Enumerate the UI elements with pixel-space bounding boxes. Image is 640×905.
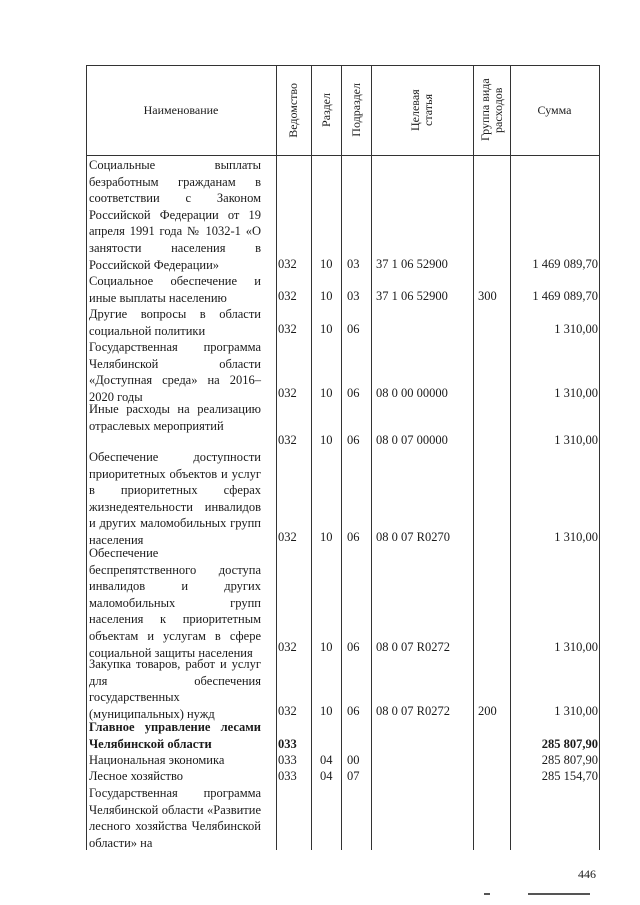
row-name: Иные расходы на реализацию отраслевых мероприятий bbox=[89, 402, 261, 433]
cell-razdel: 10 bbox=[320, 289, 333, 303]
header-celevaya-label: Целевая статья bbox=[408, 89, 435, 131]
header-podrazdel-label: Подраздел bbox=[348, 83, 363, 137]
header-summa bbox=[510, 65, 599, 155]
table-row bbox=[86, 256, 600, 273]
cell-razdel: 10 bbox=[320, 386, 333, 400]
cell-podrazdel: 06 bbox=[347, 640, 360, 654]
table-row bbox=[86, 385, 600, 402]
column-divider bbox=[473, 65, 474, 850]
cell-razdel: 10 bbox=[320, 640, 333, 654]
table-row bbox=[86, 639, 600, 656]
cell-vedomstvo: 032 bbox=[278, 386, 297, 400]
row-name: Государственная программа Челябинской области «Доступная среда» на 2016–2020 годы bbox=[89, 340, 261, 404]
cell-celevaya: 08 0 07 00000 bbox=[376, 433, 448, 447]
column-divider bbox=[276, 65, 277, 850]
cell-celevaya: 37 1 06 52900 bbox=[376, 257, 448, 271]
cell-vedomstvo: 033 bbox=[278, 737, 297, 751]
cell-summa: 1 310,00 bbox=[554, 640, 598, 654]
cell-razdel: 10 bbox=[320, 257, 333, 271]
cell-vedomstvo: 032 bbox=[278, 640, 297, 654]
column-divider bbox=[341, 65, 342, 850]
cell-summa: 1 310,00 bbox=[554, 322, 598, 336]
header-vedomstvo bbox=[276, 65, 311, 155]
cell-podrazdel: 06 bbox=[347, 433, 360, 447]
header-gruppa bbox=[473, 65, 510, 155]
column-divider bbox=[599, 65, 600, 850]
cell-podrazdel: 00 bbox=[347, 753, 360, 767]
cell-summa: 285 807,90 bbox=[541, 737, 598, 751]
header-name bbox=[86, 65, 276, 155]
row-name: Закупка товаров, работ и услуг для обеспечения государственных (муниципальных) нужд bbox=[89, 657, 261, 721]
row-name: Национальная экономика bbox=[89, 753, 225, 767]
cell-razdel: 10 bbox=[320, 704, 333, 718]
budget-table bbox=[86, 65, 600, 850]
cell-summa: 1 469 089,70 bbox=[532, 257, 598, 271]
table-row bbox=[86, 432, 600, 449]
header-name-label: Наименование bbox=[143, 102, 219, 117]
cell-summa: 1 310,00 bbox=[554, 386, 598, 400]
row-name: Лесное хозяйство bbox=[89, 769, 184, 783]
cell-summa: 1 310,00 bbox=[554, 433, 598, 447]
header-bottom-border bbox=[86, 155, 600, 156]
cell-gruppa: 200 bbox=[478, 704, 497, 718]
cell-celevaya: 08 0 07 R0270 bbox=[376, 530, 450, 544]
row-name: Государственная программа Челябинской области «Развитие лесного хозяйства Челябинской области» на bbox=[89, 786, 261, 850]
row-name: Социальные выплаты безработным гражданам в соответствии с Законом Российской Федерации от 19 апреля 1991 года № 1032-1 «О занятости населения в Российской Федерации» bbox=[89, 158, 261, 272]
page-number: 446 bbox=[578, 867, 596, 881]
cell-summa: 285 154,70 bbox=[541, 769, 598, 783]
cell-celevaya: 37 1 06 52900 bbox=[376, 289, 448, 303]
cell-podrazdel: 07 bbox=[347, 769, 360, 783]
table-row bbox=[86, 736, 600, 753]
row-name: Главное управление лесами Челябинской области bbox=[89, 720, 261, 751]
table-row bbox=[86, 752, 600, 769]
header-razdel bbox=[311, 65, 341, 155]
cell-podrazdel: 06 bbox=[347, 530, 360, 544]
cell-summa: 285 807,90 bbox=[541, 753, 598, 767]
row-name: Обеспечение беспрепятственного доступа инвалидов и других маломобильных групп населения к приоритетным объектам и услугам в сфере социальной защиты населения bbox=[89, 546, 261, 660]
cell-podrazdel: 03 bbox=[347, 257, 360, 271]
cell-summa: 1 310,00 bbox=[554, 704, 598, 718]
cell-vedomstvo: 032 bbox=[278, 433, 297, 447]
cell-razdel: 04 bbox=[320, 753, 333, 767]
header-gruppa-label: Группа вида расходов bbox=[477, 78, 505, 142]
table-row bbox=[86, 529, 600, 546]
cell-vedomstvo: 032 bbox=[278, 322, 297, 336]
column-divider bbox=[86, 65, 87, 850]
cell-razdel: 10 bbox=[320, 530, 333, 544]
cell-podrazdel: 03 bbox=[347, 289, 360, 303]
cell-summa: 1 469 089,70 bbox=[532, 289, 598, 303]
cell-vedomstvo: 032 bbox=[278, 530, 297, 544]
row-name: Другие вопросы в области социальной политики bbox=[89, 307, 261, 338]
cell-vedomstvo: 033 bbox=[278, 753, 297, 767]
cell-celevaya: 08 0 07 R0272 bbox=[376, 704, 450, 718]
table-row bbox=[86, 768, 600, 785]
column-divider bbox=[510, 65, 511, 850]
cell-summa: 1 310,00 bbox=[554, 530, 598, 544]
header-summa-label: Сумма bbox=[537, 102, 572, 117]
header-podrazdel bbox=[341, 65, 371, 155]
cell-vedomstvo: 032 bbox=[278, 289, 297, 303]
cell-vedomstvo: 033 bbox=[278, 769, 297, 783]
cell-razdel: 10 bbox=[320, 322, 333, 336]
header-celevaya bbox=[371, 65, 473, 155]
cell-podrazdel: 06 bbox=[347, 704, 360, 718]
cell-vedomstvo: 032 bbox=[278, 704, 297, 718]
row-name: Обеспечение доступности приоритетных объектов и услуг в приоритетных сферах жизнедеятельности инвалидов и других маломобильных групп населения bbox=[89, 450, 261, 547]
cell-razdel: 10 bbox=[320, 433, 333, 447]
row-name: Социальное обеспечение и иные выплаты населению bbox=[89, 274, 261, 305]
cell-podrazdel: 06 bbox=[347, 386, 360, 400]
cell-podrazdel: 06 bbox=[347, 322, 360, 336]
cell-celevaya: 08 0 00 00000 bbox=[376, 386, 448, 400]
table-row bbox=[86, 321, 600, 338]
scan-mark bbox=[528, 893, 590, 895]
header-razdel-label: Раздел bbox=[318, 93, 333, 127]
column-divider bbox=[311, 65, 312, 850]
column-divider bbox=[371, 65, 372, 850]
cell-vedomstvo: 032 bbox=[278, 257, 297, 271]
cell-razdel: 04 bbox=[320, 769, 333, 783]
cell-gruppa: 300 bbox=[478, 289, 497, 303]
table-row bbox=[86, 703, 600, 720]
table-row bbox=[86, 288, 600, 305]
cell-celevaya: 08 0 07 R0272 bbox=[376, 640, 450, 654]
header-vedomstvo-label: Ведомство bbox=[286, 82, 300, 138]
scan-mark bbox=[484, 893, 490, 895]
